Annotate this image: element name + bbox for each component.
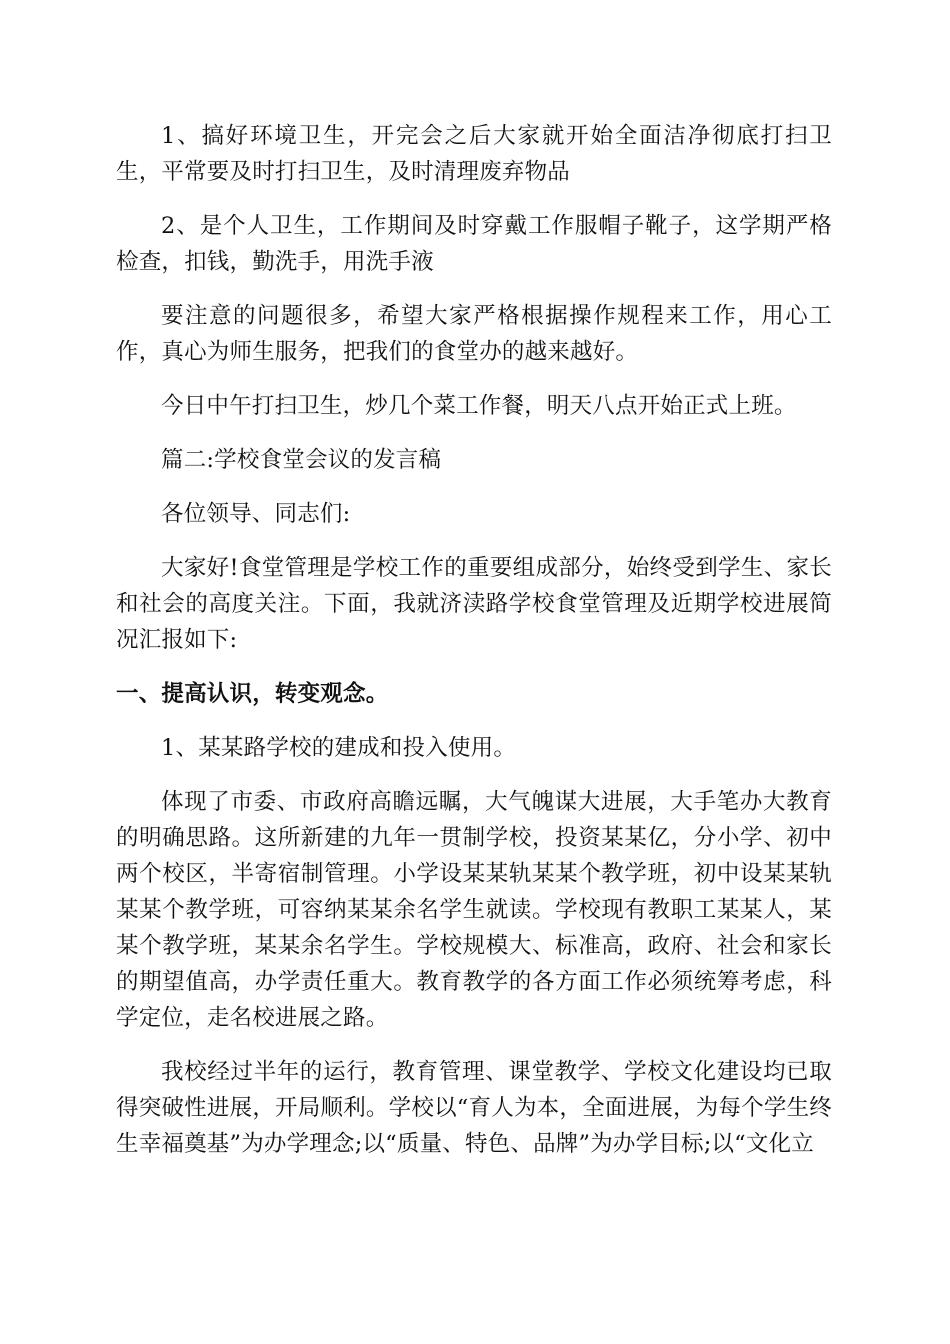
paragraph-greeting: 大家好!食堂管理是学校工作的重要组成部分，始终受到学生、家长和社会的高度关注。下面，我就济渎路学校食堂管理及近期学校进展简况汇报如下:: [116, 555, 832, 653]
paragraph-2: 2、是个人卫生，工作期间及时穿戴工作服帽子靴子，这学期严格检查，扣钱，勤洗手，用洗手液: [116, 213, 832, 275]
paragraph-4: 今日中午打扫卫生，炒几个菜工作餐，明天八点开始正式上班。: [161, 393, 797, 419]
heading-raise-awareness: 一、提高认识，转变观念。: [116, 681, 389, 707]
paragraph-school-built: 1、某某路学校的建成和投入使用。: [161, 735, 517, 761]
paragraph-school-description: 体现了市委、市政府高瞻远瞩，大气魄谋大进展，大手笔办大教育的明确思路。这所新建的九年一贯制学校，投资某某亿，分小学、初中两个校区，半寄宿制管理。小学设某某轨某某个教学班，初中设某某轨某某个教学班，可容纳某某余名学生就读。学校现有教职工某某人，某某个教学班，某某余名学生。学校规模大、标准高，政府、社会和家长的期望值高，办学责任重大。教育教学的各方面工作必须统筹考虑，科学定位，走名校进展之路。: [116, 789, 832, 1031]
section-title-part-two: 篇二:学校食堂会议的发言稿: [161, 447, 442, 473]
paragraph-school-progress: 我校经过半年的运行，教育管理、课堂教学、学校文化建设均已取得突破性进展，开局顺利。学校以“育人为本，全面进展，为每个学生终生幸福奠基”为办学理念;以“质量、特色、品牌”为办学目标;以“文化立: [116, 1059, 832, 1157]
paragraph-3: 要注意的问题很多，希望大家严格根据操作规程来工作，用心工作，真心为师生服务，把我们的食堂办的越来越好。: [116, 303, 832, 365]
document-body: [116, 118, 832, 1180]
salutation: 各位领导、同志们:: [161, 501, 351, 527]
paragraph-1: 1、搞好环境卫生，开完会之后大家就开始全面洁净彻底打扫卫生，平常要及时打扫卫生，及时清理废弃物品: [116, 123, 832, 185]
